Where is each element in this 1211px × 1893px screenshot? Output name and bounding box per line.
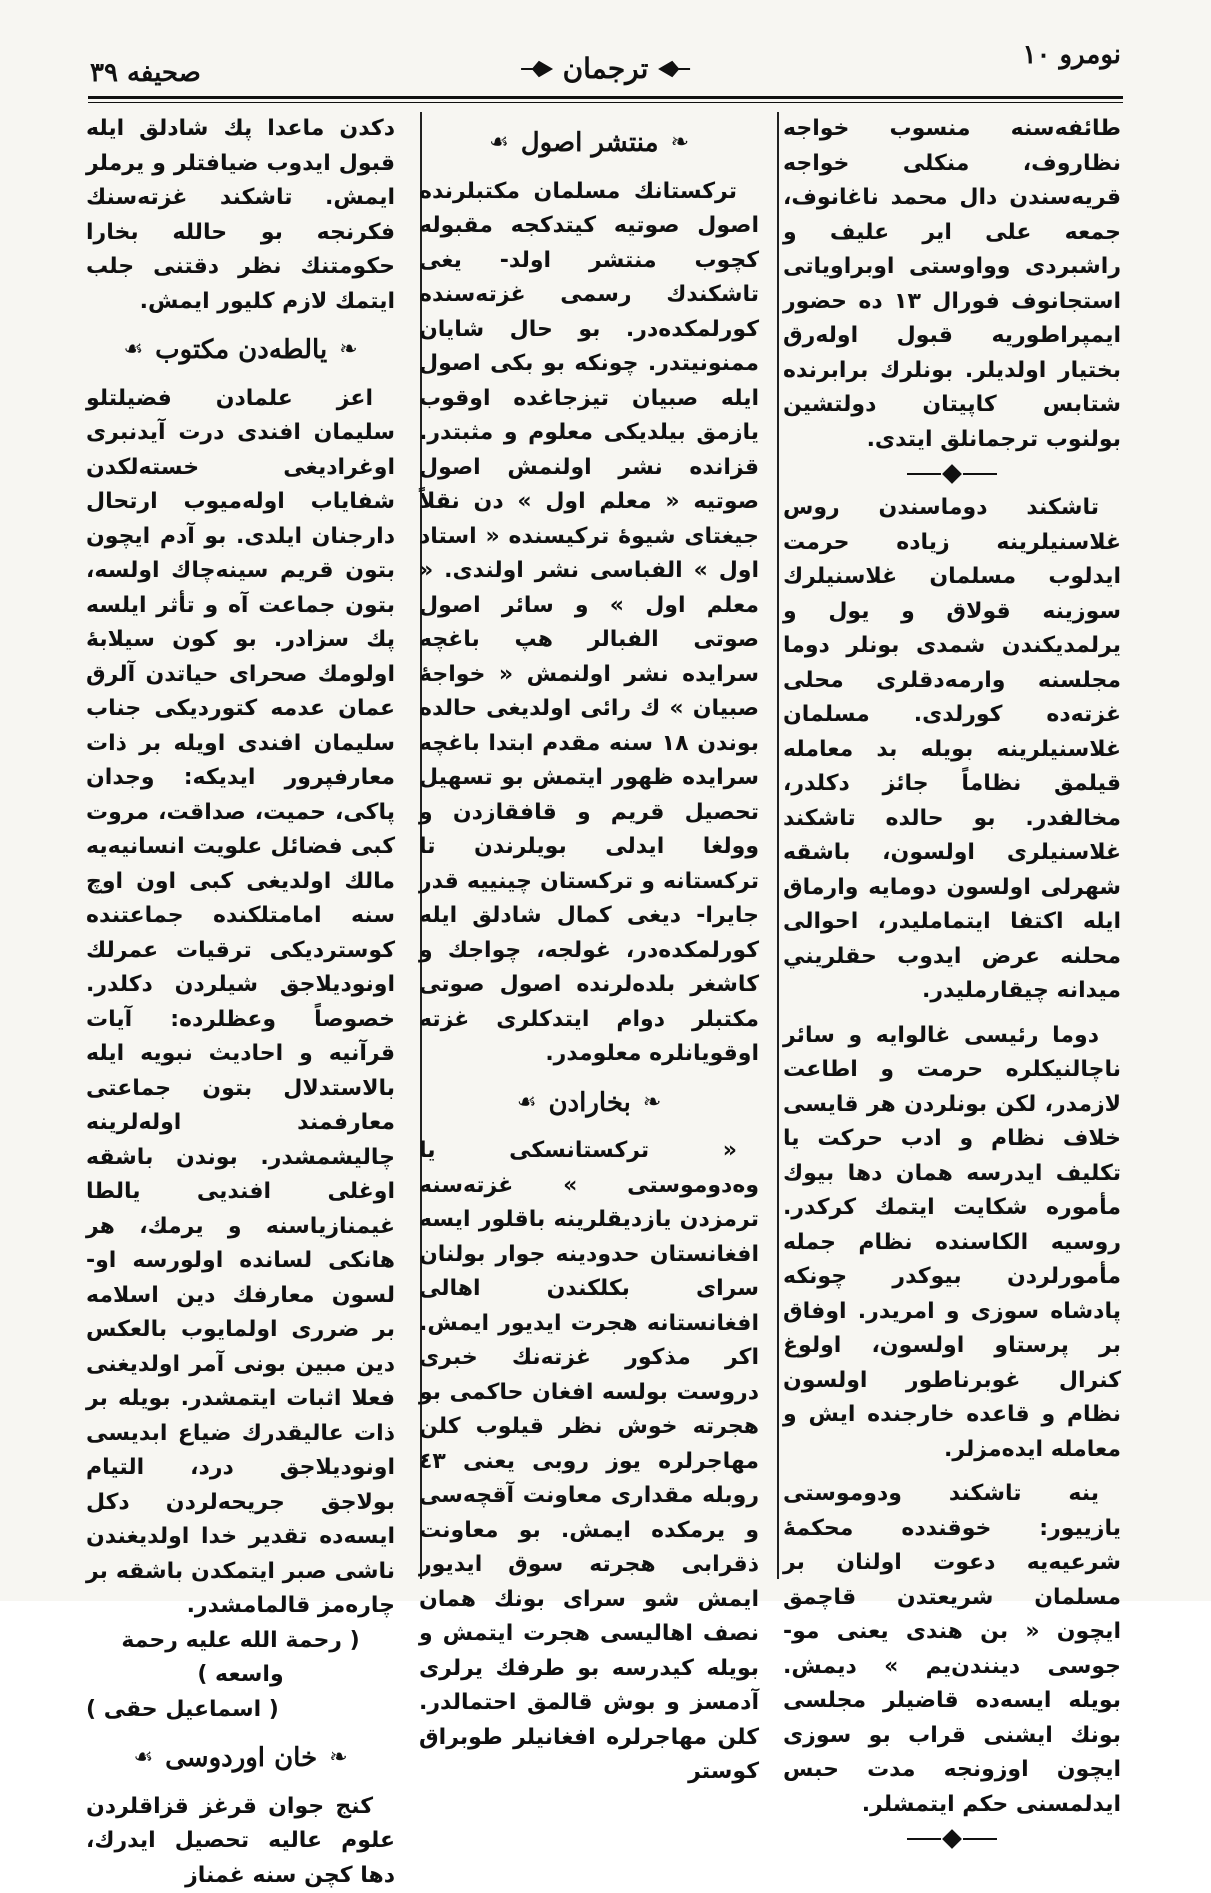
flourish-right-icon (658, 60, 692, 78)
flourish-left-icon (519, 60, 553, 78)
news-paragraph: اعز علمادن فضيلتلو سليمان افندی درت آيدنبری اوغراديغی خسته‌لکدن شفاياب اوله‌ميوب ارتحال دارجنان ايلدی. بو آدم ايچون بتون قريم سينه‌چاك اولسه، بتون جماعت آه و تأثر ايلسه پك سزادر. بو کون سيلابۀ اولومك صحرای حياتدن آلرق عمان عدمه کتورديکی جناب سليمان افندی اويله بر ذات معارفپرور ايديکه: وجدان پاکی، حميت، صداقت، مروت کبی فضائل علويت انسانيه‌يه مالك اولديغی کبی اون اوچ سنه امامتلکنده جماعتنده کوستردیکی ترقيات عمرلك اونوديلاجق شيلردن دکلدر. خصوصاً وعظلرده: آيات قرآنيه و احاديث نبويه ايله بالاستدلال بتون جماعتی معارفمند اوله‌لرينه چاليشمشدر. بوندن باشقه اوغلی افنديی يالطا غيمنازياسنه و يرمك، هر هانکی لسانده اولورسه او- لسون معارفك دين اسلامه بر ضرری اولمايوب بالعکس دين مبين بونی آمر اولديغنی فعلا اثبات ايتمشدر. بويله بر ذات عاليقدرك ضياع ابديسی اونوديلاجق درد، التيام بولاجق جريحه‌لردن دکل ايسه‌ده تقدير خدا اولديغندن ناشی صبر ايتمکدن باشقه بر چاره‌مز قالمامشدر. (86, 382, 395, 1624)
column-left (86, 112, 395, 1579)
news-paragraph: ينه تاشکند ودوموستی يازييور: خوقندده محکمۀ شرعيه‌يه دعوت اولنان بر مسلمان شريعتدن قاچمق ايچون « بن هندی يعنی مو- جوسی دينندن‌يم » ديمش. بويله ايسه‌ده قاضيلر مجلسی بونك ايشنی قراب بو سوزی ايچون اوزونجه مدت حبس ايدلمسنی حکم ايتمشلر. (783, 1477, 1121, 1822)
column-right (783, 112, 1121, 1579)
news-paragraph: ترکستانك مسلمان مکتبلرنده اصول صوتيه کيتدکجه مقبوله کچوب منتشر اولد- يغی تاشکندك رسمی غزته‌سنده کورلمکده‌در. بو حال شايان ممنونيتدر. چونکه بو بکی اصول ايله صبيان تيزجاغده اوقوب يازمق بيلديکی معلوم و مثبتدر. قزانده نشر اولنمش اصول صوتيه « معلم اول » دن نقلاً جيغتای شيوۀ ترکيسنده « استاد اول » الفباسی نشر اولندی. « معلم اول » و سائر اصول صوتی الفبالر هپ باغچه سرايده نشر اولنمش « خواجۀ صبيان » ك رائی اولديغی حالده بوندن ١٨ سنه مقدم ابتدا باغچه سرايده ظهور ايتمش بو تسهيل تحصيل قريم و قافقازدن و وولغا ايدلی بويلرندن تا ترکستانه و ترکستان چينييه قدر جايرا- ديغی کمال شادلق ايله کورلمکده‌در، غولجه، چواجك و کاشغر بلده‌لرنده اصول صوتی مکتبلر دوام ايتدکلری غزته اوقويانلره معلومدر. (419, 175, 759, 1072)
news-paragraph: دکدن ماعدا پك شادلق ايله قبول ايدوب ضيافتلر و يرملر ايمش. تاشکند غزته‌سنك فکرنجه بو حالله بخارا حکومتنك نظر دقتنی جلب ايتمك لازم کليور ايمش. (86, 112, 395, 319)
issue-number: نومرو ١٠ (1023, 40, 1122, 70)
column-divider (777, 112, 779, 1579)
section-heading (419, 126, 759, 161)
masthead (90, 40, 1121, 100)
section-separator (783, 457, 1121, 491)
section-separator (783, 1822, 1121, 1856)
ornament-icon: ❧ (329, 1747, 347, 1769)
section-heading (419, 1086, 759, 1121)
heading-title: يالطه‌دن مکتوب (155, 333, 327, 368)
page-number: صحيفه ٣٩ (90, 58, 201, 88)
news-paragraph: طائفه‌سنه منسوب خواجه نظاروف، منکلی خواجه قريه‌سندن دال محمد ناغانوف، جمعه علی اير عليف و راشبردی وواوستی اوبراوياتی استجانوف فورال ١٣ ده حضور ايمپراطوريه قبول اوله‌رق بختيار اولديلر. بونلرك برابرنده شتابس کاپيتان دولتشين بولنوب ترجمانلق ايتدی. (783, 112, 1121, 457)
ornament-icon: ❧ (671, 132, 689, 154)
header-rule (88, 96, 1123, 103)
ornament-icon: ❧ (339, 339, 357, 361)
section-heading (86, 333, 395, 368)
ornament-icon: ❧ (643, 1092, 661, 1114)
news-paragraph: کنج جوان قرغز قزاقلردن علوم عاليه تحصيل ايدرك، دها کچن سنه غمناز (86, 1790, 395, 1893)
masthead-title-block (519, 52, 693, 85)
author-signature: ( اسماعيل حقی ) (86, 1693, 395, 1728)
ornament-icon: ☙ (133, 1747, 153, 1769)
news-paragraph: « ترکستانسکی يا وه‌دوموستی » غزته‌سنه ترمزدن يازديقلرينه باقلور ايسه افغانستان حدودينه جوار بولنان سرای بکلکندن اهالی افغانستانه هجرت ايديور ايمش. اکر مذکور غزته‌نك خبری دروست بولسه افغان حاکمی بو هجرته خوش نظر قيلوب کلن مهاجرلره يوز روبی يعنی ٤٣ روبله مقداری معاونت آقچه‌سی و يرمکده ايمش. بو معاونت ذقرابی هجرته سوق ايديور ايمش شو سرای بونك همان نصف اهاليسی هجرت ايتمش و بويله کيدرسه بو طرفك يرلری آدمسز و بوش قالمق احتمالدر. کلن مهاجرلره افغانيلر طوبراق کوستر (419, 1134, 759, 1790)
heading-title: بخارادن (548, 1086, 630, 1121)
column-middle (419, 112, 759, 1579)
ornament-icon: ☙ (123, 339, 143, 361)
section-heading (86, 1741, 395, 1776)
heading-title: خان اوردوسی (165, 1741, 317, 1776)
news-paragraph: تاشکند دوماسندن روس غلاسنيلرينه زياده حرمت ايدلوب مسلمان غلاسنيلرك سوزينه قولاق و يول و يرلمديکندن شمدی بونلر دوما مجلسنه وارمه‌دقلری محلی غزته‌ده کورلدی. مسلمان غلاسنيلرينه بويله بد معامله قيلمق نظاماً جائز دکلدر، مخالفدر. بو حالده تاشکند غلاسنيلری اولسون، باشقه شهرلی اولسون دومايه وارماق ايله اکتفا ايتمامليدر، احوالی محلنه عرض ايدوب حقلريني ميدانه چيقارمليدر. (783, 491, 1121, 1009)
ornament-icon: ☙ (489, 132, 509, 154)
ornament-icon: ☙ (517, 1092, 537, 1114)
prayer-line: ( رحمة الله عليه رحمة واسعه ) (86, 1624, 395, 1693)
heading-title: منتشر اصول (521, 126, 659, 161)
news-paragraph: دوما رئيسی غالوايه و سائر ناچالنيکلره حرمت و اطاعت لازمدر، لکن بونلردن هر قايسی خلاف نظام و ادب حرکت يا تکليف ايدرسه همان دها بيوك مأموره شکايت ايتمك کرکدر. روسيه الکاسنده نظام جمله مأمورلردن بيوکدر چونکه پادشاه سوزی و امريدر. اوفاق بر پرستاو اولسون، اولوغ کنرال غوبرناطور اولسون نظام و قاعده خارجنده ايش و معامله ايده‌مزلر. (783, 1019, 1121, 1468)
newspaper-title: ترجمان (563, 52, 649, 85)
